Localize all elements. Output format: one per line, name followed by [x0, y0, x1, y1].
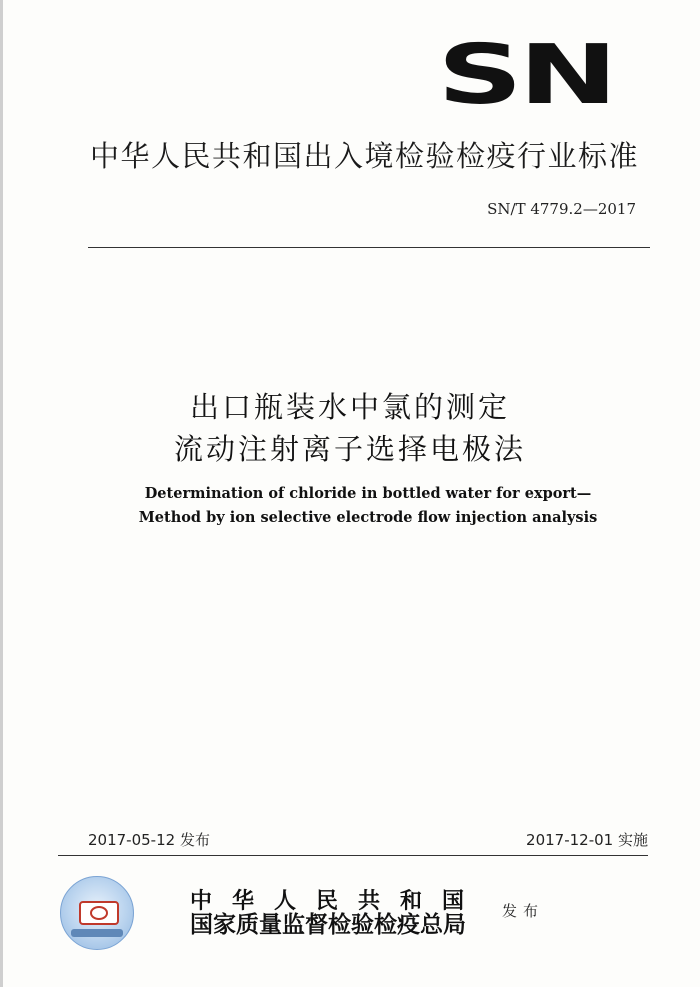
issuing-authority-title: 中华人民共和国出入境检验检疫行业标准	[90, 139, 640, 173]
english-title-line-1: Determination of chloride in bottled water for export—	[144, 485, 592, 502]
header-divider	[88, 247, 650, 248]
footer-divider	[58, 855, 648, 856]
issue-date: 2017-05-12 发布	[88, 831, 210, 849]
issuer-agency: 国家质量监督检验检疫总局	[190, 911, 466, 938]
sn-logo: SN	[437, 28, 614, 123]
seal-band	[71, 929, 123, 937]
issue-word: 发布	[502, 902, 545, 920]
seal-emblem	[79, 901, 119, 925]
issuer-country: 中华人民共和国	[190, 888, 485, 914]
english-title-line-2: Method by ion selective electrode flow injection analysis	[138, 509, 598, 526]
anti-counterfeit-seal-icon	[60, 876, 134, 950]
standard-code: SN/T 4779.2—2017	[487, 200, 636, 218]
chinese-title-line-2: 流动注射离子选择电极法	[173, 432, 526, 466]
chinese-title-line-1: 出口瓶装水中氯的测定	[189, 390, 510, 424]
implementation-date: 2017-12-01 实施	[526, 831, 648, 849]
